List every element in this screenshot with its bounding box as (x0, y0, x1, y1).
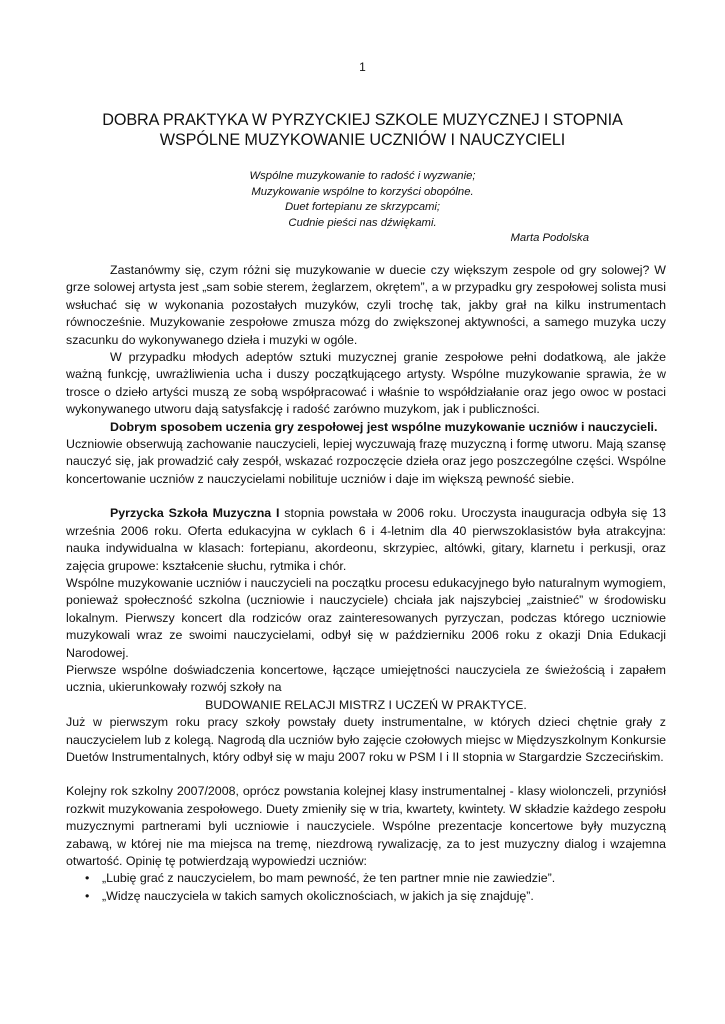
list-item-text: „Lubię grać z nauczycielem, bo mam pewność, że ten partner mnie nie zawiedzie”. (102, 871, 556, 886)
bullet-icon: • (85, 888, 90, 903)
bold-lead: Pyrzycka Szkoła Muzyczna I (110, 506, 280, 521)
list-item (66, 888, 666, 905)
paragraph-text: stopnia powstała w 2006 roku. Uroczysta inauguracja odbyła się 13 września 2006 roku. Oferta edukacyjna w cyklach 6 i 4-letnim dla 40 pierwszoklasistów była atrakcyjna: nauka indywidualna w klasach: fortepianu, akordeonu, skrzypiec, altówki, gitary, klarnetu i perkusji, oraz zajęcia grupowe: kształcenie słuchu, rytmika i chór. (66, 506, 666, 573)
paragraph: W przypadku młodych adeptów sztuki muzycznej granie zespołowe pełni dodatkową, ale jakże ważną funkcję, uwrażliwienia ucha i duszy początkującego artysty. Wspólne muzykowanie sprawia, że w trosce o dzieło artyści muszą ze sobą współpracować i właśnie to współdziałanie oraz jego owoc w postaci wykonywanego utworu dają satysfakcję i radość zarówno muzykom, jak i publiczności. (66, 350, 666, 417)
title-line-2: WSPÓLNE MUZYKOWANIE UCZNIÓW I NAUCZYCIELI (159, 131, 566, 149)
poem-line: Cudnie pieści nas dźwiękami. (288, 216, 437, 229)
bullet-icon: • (85, 871, 90, 886)
epigraph-poem (60, 169, 665, 247)
list-item-text: „Widzę nauczyciela w takich samych okolicznościach, w jakich ja się znajduję”. (102, 888, 534, 903)
poem-author: Marta Podolska (510, 232, 589, 245)
paragraph: Uczniowie obserwują zachowanie nauczycieli, lepiej wyczuwają frazę muzyczną i formę utworu. Mają szansę nauczyć się, jak prowadzić cały zespół, wskazać rozpoczęcie dzieła oraz jego poszczególne części. Wspólne koncertowanie uczniów z nauczycielami nobilituje uczniów i daje im większą pewność siebie. (66, 437, 666, 486)
poem-line: Duet fortepianu ze skrzypcami; (284, 201, 441, 214)
paragraph: Pierwsze wspólne doświadczenia koncertowe, łączące umiejętności nauczyciela ze świeżością i zapałem ucznia, ukierunkowały rozwój szkoły na (66, 662, 666, 695)
paragraph (66, 419, 666, 436)
title-line-1: DOBRA PRAKTYKA W PYRZYCKIEJ SZKOLE MUZYCZNEJ I STOPNIA (102, 111, 623, 129)
list-item (66, 870, 666, 887)
document-body (66, 262, 666, 905)
paragraph: Wspólne muzykowanie uczniów i nauczycieli na początku procesu edukacyjnego było naturalnym wymogiem, ponieważ społeczność szkolna (uczniowie i nauczyciele) chciała jak najszybciej „zaistnieć” w środowisku lokalnym. Pierwszy koncert dla rodziców oraz zainteresowanych pyrzyczan, podczas którego uczniowie muzykowali wraz ze swoimi nauczycielami, odbył się w październiku 2006 roku z okazji Dnia Edukacji Narodowej. (66, 575, 666, 660)
paragraph: Już w pierwszym roku pracy szkoły powstały duety instrumentalne, w których dzieci chętnie grały z nauczycielem lub z kolegą. Nagrodą dla uczniów było zajęcie czołowych miejsc w Międzyszkolnym Konkursie Duetów Instrumentalnych, który odbył się w maju 2007 roku w PSM I i II stopnia w Stargardzie Szczecińskim. (66, 715, 666, 764)
paragraph: Kolejny rok szkolny 2007/2008, oprócz powstania kolejnej klasy instrumentalnej - klasy wiolonczeli, przyniósł rozkwit muzykowania zespołowego. Duety zmieniły się w tria, kwartety, kwintety. W składzie każdego zespołu muzycznymi partnerami byli uczniowie i nauczyciele. Wspólne prezentacje koncertowe były muzyczną zabawą, w której nie ma miejsca na tremę, niezdrową rywalizację, za to jest muzyczny dialog i wzajemna otwartość. Opinię tę potwierdzają wypowiedzi uczniów: (66, 784, 666, 868)
poem-line: Wspólne muzykowanie to radość i wyzwanie; (249, 170, 476, 182)
centered-heading: BUDOWANIE RELACJI MISTRZ I UCZEŃ W PRAKTYCE. (205, 697, 527, 712)
bold-lead: Dobrym sposobem uczenia gry zespołowej jest wspólne muzykowanie uczniów i nauczycieli. (110, 419, 658, 434)
paragraph (66, 505, 666, 575)
page-number: 1 (359, 60, 366, 74)
bullet-list (66, 870, 666, 905)
paragraph: Zastanówmy się, czym różni się muzykowanie w duecie czy większym zespole od gry solowej? W grze solowej artysta jest „sam sobie sterem, żeglarzem, okrętem”, a w przypadku gry zespołowej solista musi wsłuchać się w wykonania pozostałych muzyków, czyli trochę tak, jakby grał na kilku instrumentach równocześnie. Muzykowanie zespołowe zmusza mózg do zwiększonej aktywności, a samego muzyka uczy szacunku do wykonywanego dzieła i muzyki w ogóle. (66, 263, 666, 347)
poem-line: Muzykowanie wspólne to korzyści obopólne. (251, 185, 474, 198)
document-title (60, 110, 665, 150)
